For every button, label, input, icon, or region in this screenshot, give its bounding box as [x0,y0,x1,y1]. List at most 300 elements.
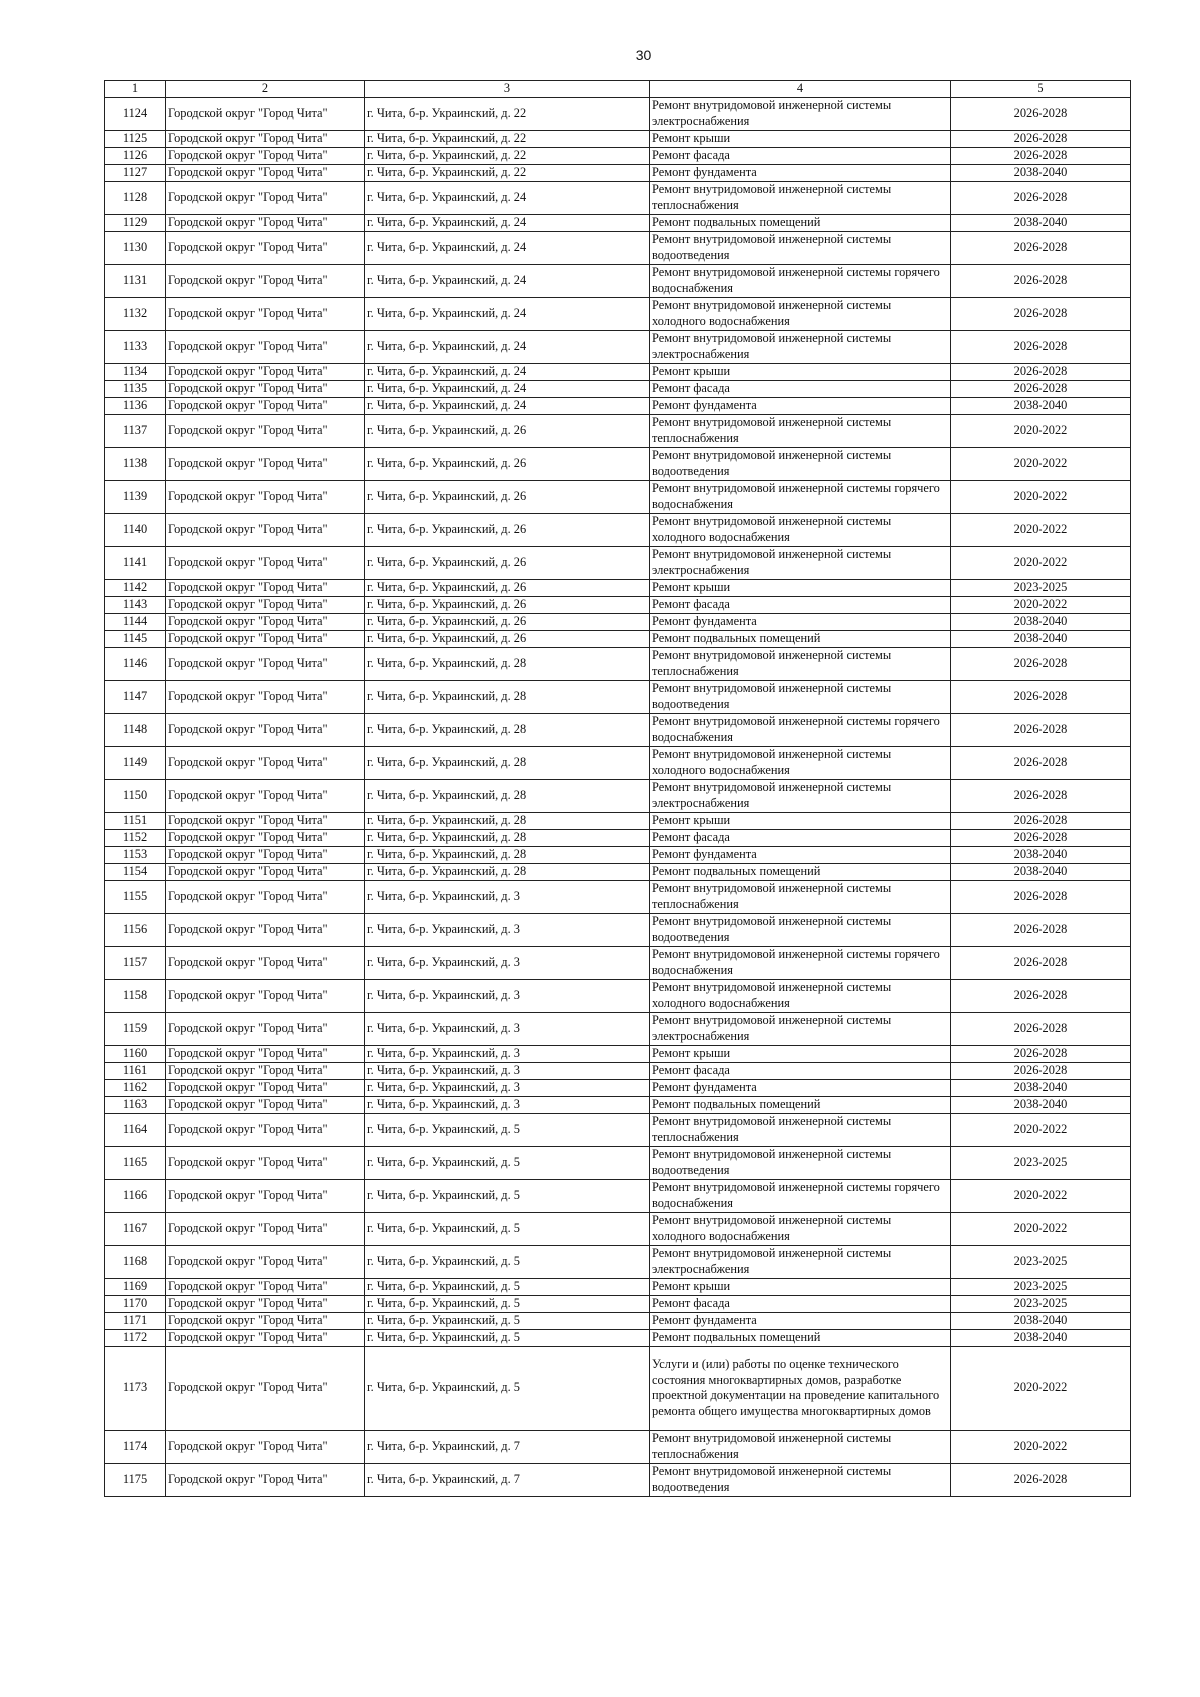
row-number-cell: 1129 [105,214,166,231]
municipality-cell: Городской округ "Город Чита" [166,480,365,513]
period-cell: 2026-2028 [951,297,1131,330]
period-cell: 2026-2028 [951,647,1131,680]
row-number-cell: 1141 [105,546,166,579]
work-type-cell: Ремонт внутридомовой инженерной системы холодного водоснабжения [650,297,951,330]
address-cell: г. Чита, б-р. Украинский, д. 24 [365,380,650,397]
address-cell: г. Чита, б-р. Украинский, д. 28 [365,812,650,829]
address-cell: г. Чита, б-р. Украинский, д. 24 [365,363,650,380]
address-cell: г. Чита, б-р. Украинский, д. 5 [365,1278,650,1295]
period-cell: 2038-2040 [951,1312,1131,1329]
work-type-cell: Ремонт крыши [650,1045,951,1062]
work-type-cell: Ремонт внутридомовой инженерной системы теплоснабжения [650,647,951,680]
address-cell: г. Чита, б-р. Украинский, д. 28 [365,846,650,863]
municipality-cell: Городской округ "Город Чита" [166,1012,365,1045]
period-cell: 2026-2028 [951,1045,1131,1062]
table-row [105,1062,1131,1079]
municipality-cell: Городской округ "Город Чита" [166,1045,365,1062]
address-cell: г. Чита, б-р. Украинский, д. 26 [365,596,650,613]
table-row [105,546,1131,579]
header-cell-5: 5 [951,81,1131,98]
table-row [105,1212,1131,1245]
work-type-cell: Ремонт фасада [650,1062,951,1079]
work-type-cell: Ремонт внутридомовой инженерной системы горячего водоснабжения [650,1179,951,1212]
table-row [105,1045,1131,1062]
municipality-cell: Городской округ "Город Чита" [166,946,365,979]
table-row [105,1079,1131,1096]
municipality-cell: Городской округ "Город Чита" [166,913,365,946]
work-type-cell: Ремонт внутридомовой инженерной системы водоотведения [650,913,951,946]
row-number-cell: 1134 [105,363,166,380]
municipality-cell: Городской округ "Город Чита" [166,1346,365,1430]
municipality-cell: Городской округ "Город Чита" [166,979,365,1012]
period-cell: 2026-2028 [951,779,1131,812]
address-cell: г. Чита, б-р. Украинский, д. 26 [365,513,650,546]
row-number-cell: 1150 [105,779,166,812]
address-cell: г. Чита, б-р. Украинский, д. 3 [365,1012,650,1045]
period-cell: 2026-2028 [951,147,1131,164]
period-cell: 2026-2028 [951,812,1131,829]
row-number-cell: 1159 [105,1012,166,1045]
municipality-cell: Городской округ "Город Чита" [166,181,365,214]
work-type-cell: Ремонт внутридомовой инженерной системы электроснабжения [650,330,951,363]
address-cell: г. Чита, б-р. Украинский, д. 28 [365,779,650,812]
address-cell: г. Чита, б-р. Украинский, д. 24 [365,397,650,414]
address-cell: г. Чита, б-р. Украинский, д. 3 [365,1096,650,1113]
row-number-cell: 1131 [105,264,166,297]
table-row [105,363,1131,380]
address-cell: г. Чита, б-р. Украинский, д. 24 [365,181,650,214]
municipality-cell: Городской округ "Город Чита" [166,746,365,779]
table-row [105,1463,1131,1496]
page-number: 30 [635,47,652,63]
table-row [105,630,1131,647]
table-row [105,1430,1131,1463]
address-cell: г. Чита, б-р. Украинский, д. 28 [365,647,650,680]
work-type-cell: Ремонт внутридомовой инженерной системы теплоснабжения [650,181,951,214]
row-number-cell: 1155 [105,880,166,913]
period-cell: 2038-2040 [951,214,1131,231]
work-type-cell: Ремонт внутридомовой инженерной системы горячего водоснабжения [650,480,951,513]
table-row [105,1012,1131,1045]
period-cell: 2023-2025 [951,1278,1131,1295]
municipality-cell: Городской округ "Город Чита" [166,680,365,713]
period-cell: 2020-2022 [951,414,1131,447]
table-row [105,1096,1131,1113]
municipality-cell: Городской округ "Город Чита" [166,1463,365,1496]
table-row [105,181,1131,214]
municipality-cell: Городской округ "Город Чита" [166,97,365,130]
work-type-cell: Ремонт внутридомовой инженерной системы холодного водоснабжения [650,513,951,546]
row-number-cell: 1144 [105,613,166,630]
row-number-cell: 1132 [105,297,166,330]
row-number-cell: 1139 [105,480,166,513]
table-row [105,1179,1131,1212]
municipality-cell: Городской округ "Город Чита" [166,1245,365,1278]
period-cell: 2038-2040 [951,863,1131,880]
work-type-cell: Ремонт внутридомовой инженерной системы холодного водоснабжения [650,1212,951,1245]
municipality-cell: Городской округ "Город Чита" [166,1179,365,1212]
address-cell: г. Чита, б-р. Украинский, д. 5 [365,1113,650,1146]
municipality-cell: Городской округ "Город Чита" [166,130,365,147]
address-cell: г. Чита, б-р. Украинский, д. 3 [365,946,650,979]
municipality-cell: Городской округ "Город Чита" [166,863,365,880]
row-number-cell: 1154 [105,863,166,880]
work-type-cell: Ремонт внутридомовой инженерной системы водоотведения [650,447,951,480]
period-cell: 2026-2028 [951,264,1131,297]
municipality-cell: Городской округ "Город Чита" [166,1430,365,1463]
work-type-cell: Ремонт внутридомовой инженерной системы водоотведения [650,680,951,713]
address-cell: г. Чита, б-р. Украинский, д. 7 [365,1463,650,1496]
table-row [105,214,1131,231]
work-type-cell: Ремонт фундамента [650,1079,951,1096]
row-number-cell: 1163 [105,1096,166,1113]
municipality-cell: Городской округ "Город Чита" [166,380,365,397]
municipality-cell: Городской округ "Город Чита" [166,147,365,164]
table-row [105,513,1131,546]
address-cell: г. Чита, б-р. Украинский, д. 24 [365,297,650,330]
period-cell: 2023-2025 [951,579,1131,596]
address-cell: г. Чита, б-р. Украинский, д. 3 [365,1062,650,1079]
row-number-cell: 1160 [105,1045,166,1062]
municipality-cell: Городской округ "Город Чита" [166,297,365,330]
period-cell: 2026-2028 [951,1012,1131,1045]
address-cell: г. Чита, б-р. Украинский, д. 7 [365,1430,650,1463]
address-cell: г. Чита, б-р. Украинский, д. 26 [365,613,650,630]
row-number-cell: 1143 [105,596,166,613]
work-type-cell: Ремонт фундамента [650,1312,951,1329]
header-cell-4: 4 [650,81,951,98]
address-cell: г. Чита, б-р. Украинский, д. 28 [365,863,650,880]
work-type-cell: Ремонт фасада [650,829,951,846]
row-number-cell: 1153 [105,846,166,863]
row-number-cell: 1157 [105,946,166,979]
address-cell: г. Чита, б-р. Украинский, д. 5 [365,1212,650,1245]
table-row [105,746,1131,779]
municipality-cell: Городской округ "Город Чита" [166,330,365,363]
municipality-cell: Городской округ "Город Чита" [166,779,365,812]
table-row [105,1113,1131,1146]
period-cell: 2026-2028 [951,380,1131,397]
municipality-cell: Городской округ "Город Чита" [166,1146,365,1179]
period-cell: 2038-2040 [951,613,1131,630]
municipality-cell: Городской округ "Город Чита" [166,846,365,863]
row-number-cell: 1164 [105,1113,166,1146]
work-type-cell: Ремонт подвальных помещений [650,863,951,880]
address-cell: г. Чита, б-р. Украинский, д. 24 [365,231,650,264]
address-cell: г. Чита, б-р. Украинский, д. 5 [365,1179,650,1212]
address-cell: г. Чита, б-р. Украинский, д. 3 [365,1045,650,1062]
work-type-cell: Ремонт внутридомовой инженерной системы холодного водоснабжения [650,979,951,1012]
table-row [105,863,1131,880]
row-number-cell: 1161 [105,1062,166,1079]
address-cell: г. Чита, б-р. Украинский, д. 3 [365,979,650,1012]
work-type-cell: Ремонт фасада [650,596,951,613]
municipality-cell: Городской округ "Город Чита" [166,613,365,630]
row-number-cell: 1174 [105,1430,166,1463]
period-cell: 2026-2028 [951,330,1131,363]
row-number-cell: 1140 [105,513,166,546]
period-cell: 2020-2022 [951,480,1131,513]
period-cell: 2020-2022 [951,1346,1131,1430]
municipality-cell: Городской округ "Город Чита" [166,264,365,297]
header-cell-1: 1 [105,81,166,98]
row-number-cell: 1151 [105,812,166,829]
work-type-cell: Ремонт фасада [650,1295,951,1312]
work-type-cell: Ремонт внутридомовой инженерной системы электроснабжения [650,97,951,130]
address-cell: г. Чита, б-р. Украинский, д. 28 [365,746,650,779]
table-header [105,81,1131,98]
row-number-cell: 1173 [105,1346,166,1430]
row-number-cell: 1172 [105,1329,166,1346]
table-row [105,1312,1131,1329]
table-row [105,231,1131,264]
work-type-cell: Ремонт внутридомовой инженерной системы теплоснабжения [650,880,951,913]
table-row [105,613,1131,630]
work-type-cell: Ремонт подвальных помещений [650,214,951,231]
repair-program-table [104,80,1131,1497]
address-cell: г. Чита, б-р. Украинский, д. 22 [365,130,650,147]
address-cell: г. Чита, б-р. Украинский, д. 26 [365,546,650,579]
work-type-cell: Ремонт подвальных помещений [650,1096,951,1113]
table-row [105,779,1131,812]
work-type-cell: Ремонт внутридомовой инженерной системы водоотведения [650,1463,951,1496]
work-type-cell: Ремонт фундамента [650,846,951,863]
municipality-cell: Городской округ "Город Чита" [166,363,365,380]
table-row [105,579,1131,596]
table-row [105,414,1131,447]
address-cell: г. Чита, б-р. Украинский, д. 26 [365,447,650,480]
municipality-cell: Городской округ "Город Чита" [166,447,365,480]
row-number-cell: 1135 [105,380,166,397]
period-cell: 2026-2028 [951,746,1131,779]
municipality-cell: Городской округ "Город Чита" [166,1278,365,1295]
period-cell: 2023-2025 [951,1146,1131,1179]
period-cell: 2026-2028 [951,1463,1131,1496]
table-row [105,297,1131,330]
municipality-cell: Городской округ "Город Чита" [166,880,365,913]
period-cell: 2020-2022 [951,1212,1131,1245]
table-row [105,1329,1131,1346]
period-cell: 2026-2028 [951,97,1131,130]
work-type-cell: Ремонт внутридомовой инженерной системы горячего водоснабжения [650,264,951,297]
address-cell: г. Чита, б-р. Украинский, д. 26 [365,579,650,596]
municipality-cell: Городской округ "Город Чита" [166,231,365,264]
work-type-cell: Ремонт крыши [650,812,951,829]
table-row [105,680,1131,713]
period-cell: 2038-2040 [951,164,1131,181]
municipality-cell: Городской округ "Город Чита" [166,579,365,596]
header-row [105,81,1131,98]
municipality-cell: Городской округ "Город Чита" [166,596,365,613]
row-number-cell: 1158 [105,979,166,1012]
work-type-cell: Ремонт внутридомовой инженерной системы теплоснабжения [650,414,951,447]
row-number-cell: 1128 [105,181,166,214]
table-row [105,1245,1131,1278]
table-row [105,1346,1131,1430]
address-cell: г. Чита, б-р. Украинский, д. 28 [365,713,650,746]
work-type-cell: Ремонт фасада [650,147,951,164]
table-row [105,946,1131,979]
municipality-cell: Городской округ "Город Чита" [166,1062,365,1079]
period-cell: 2020-2022 [951,1113,1131,1146]
period-cell: 2020-2022 [951,596,1131,613]
table-row [105,713,1131,746]
period-cell: 2026-2028 [951,829,1131,846]
period-cell: 2020-2022 [951,447,1131,480]
row-number-cell: 1136 [105,397,166,414]
row-number-cell: 1152 [105,829,166,846]
period-cell: 2038-2040 [951,846,1131,863]
table-row [105,447,1131,480]
row-number-cell: 1145 [105,630,166,647]
municipality-cell: Городской округ "Город Чита" [166,1329,365,1346]
municipality-cell: Городской округ "Город Чита" [166,829,365,846]
row-number-cell: 1133 [105,330,166,363]
table-body [105,97,1131,1496]
period-cell: 2023-2025 [951,1295,1131,1312]
table-row [105,647,1131,680]
work-type-cell: Ремонт подвальных помещений [650,630,951,647]
period-cell: 2026-2028 [951,946,1131,979]
period-cell: 2020-2022 [951,1430,1131,1463]
row-number-cell: 1124 [105,97,166,130]
row-number-cell: 1127 [105,164,166,181]
work-type-cell: Ремонт внутридомовой инженерной системы водоотведения [650,1146,951,1179]
header-cell-2: 2 [166,81,365,98]
period-cell: 2026-2028 [951,130,1131,147]
work-type-cell: Ремонт внутридомовой инженерной системы электроснабжения [650,1245,951,1278]
period-cell: 2038-2040 [951,1079,1131,1096]
header-cell-3: 3 [365,81,650,98]
row-number-cell: 1167 [105,1212,166,1245]
row-number-cell: 1166 [105,1179,166,1212]
work-type-cell: Ремонт внутридомовой инженерной системы горячего водоснабжения [650,713,951,746]
municipality-cell: Городской округ "Город Чита" [166,647,365,680]
period-cell: 2020-2022 [951,1179,1131,1212]
table-row [105,596,1131,613]
municipality-cell: Городской округ "Город Чита" [166,713,365,746]
row-number-cell: 1169 [105,1278,166,1295]
row-number-cell: 1175 [105,1463,166,1496]
work-type-cell: Ремонт крыши [650,1278,951,1295]
table-row [105,1278,1131,1295]
row-number-cell: 1171 [105,1312,166,1329]
period-cell: 2026-2028 [951,181,1131,214]
table-row [105,380,1131,397]
address-cell: г. Чита, б-р. Украинский, д. 3 [365,913,650,946]
row-number-cell: 1130 [105,231,166,264]
address-cell: г. Чита, б-р. Украинский, д. 5 [365,1312,650,1329]
work-type-cell: Ремонт внутридомовой инженерной системы теплоснабжения [650,1113,951,1146]
period-cell: 2026-2028 [951,231,1131,264]
municipality-cell: Городской округ "Город Чита" [166,1212,365,1245]
period-cell: 2026-2028 [951,363,1131,380]
municipality-cell: Городской округ "Город Чита" [166,214,365,231]
table-row [105,97,1131,130]
address-cell: г. Чита, б-р. Украинский, д. 22 [365,147,650,164]
work-type-cell: Ремонт внутридомовой инженерной системы горячего водоснабжения [650,946,951,979]
work-type-cell: Ремонт фундамента [650,613,951,630]
period-cell: 2026-2028 [951,713,1131,746]
address-cell: г. Чита, б-р. Украинский, д. 28 [365,829,650,846]
municipality-cell: Городской округ "Город Чита" [166,812,365,829]
table-row [105,330,1131,363]
address-cell: г. Чита, б-р. Украинский, д. 5 [365,1245,650,1278]
row-number-cell: 1126 [105,147,166,164]
work-type-cell: Ремонт подвальных помещений [650,1329,951,1346]
table-row [105,812,1131,829]
table-row [105,880,1131,913]
address-cell: г. Чита, б-р. Украинский, д. 3 [365,1079,650,1096]
municipality-cell: Городской округ "Город Чита" [166,546,365,579]
address-cell: г. Чита, б-р. Украинский, д. 26 [365,480,650,513]
table-row [105,397,1131,414]
table-row [105,264,1131,297]
address-cell: г. Чита, б-р. Украинский, д. 5 [365,1146,650,1179]
table-row [105,913,1131,946]
municipality-cell: Городской округ "Город Чита" [166,1312,365,1329]
period-cell: 2026-2028 [951,1062,1131,1079]
table-row [105,164,1131,181]
period-cell: 2026-2028 [951,979,1131,1012]
period-cell: 2026-2028 [951,880,1131,913]
municipality-cell: Городской округ "Город Чита" [166,164,365,181]
municipality-cell: Городской округ "Город Чита" [166,1295,365,1312]
period-cell: 2020-2022 [951,513,1131,546]
row-number-cell: 1162 [105,1079,166,1096]
row-number-cell: 1168 [105,1245,166,1278]
municipality-cell: Городской округ "Город Чита" [166,414,365,447]
work-type-cell: Ремонт внутридомовой инженерной системы холодного водоснабжения [650,746,951,779]
work-type-cell: Ремонт крыши [650,130,951,147]
table-row [105,1146,1131,1179]
row-number-cell: 1147 [105,680,166,713]
work-type-cell: Ремонт фундамента [650,397,951,414]
address-cell: г. Чита, б-р. Украинский, д. 22 [365,164,650,181]
table-row [105,480,1131,513]
municipality-cell: Городской округ "Город Чита" [166,630,365,647]
work-type-cell: Ремонт крыши [650,579,951,596]
work-type-cell: Ремонт внутридомовой инженерной системы теплоснабжения [650,1430,951,1463]
address-cell: г. Чита, б-р. Украинский, д. 24 [365,214,650,231]
table-row [105,130,1131,147]
row-number-cell: 1142 [105,579,166,596]
row-number-cell: 1138 [105,447,166,480]
period-cell: 2038-2040 [951,397,1131,414]
address-cell: г. Чита, б-р. Украинский, д. 26 [365,414,650,447]
row-number-cell: 1149 [105,746,166,779]
work-type-cell: Ремонт внутридомовой инженерной системы водоотведения [650,231,951,264]
municipality-cell: Городской округ "Город Чита" [166,397,365,414]
table-row [105,147,1131,164]
table-row [105,979,1131,1012]
table-row [105,829,1131,846]
address-cell: г. Чита, б-р. Украинский, д. 5 [365,1329,650,1346]
address-cell: г. Чита, б-р. Украинский, д. 26 [365,630,650,647]
address-cell: г. Чита, б-р. Украинский, д. 5 [365,1346,650,1430]
municipality-cell: Городской округ "Город Чита" [166,1096,365,1113]
period-cell: 2038-2040 [951,1096,1131,1113]
row-number-cell: 1170 [105,1295,166,1312]
table-row [105,1295,1131,1312]
address-cell: г. Чита, б-р. Украинский, д. 22 [365,97,650,130]
period-cell: 2023-2025 [951,1245,1131,1278]
period-cell: 2026-2028 [951,913,1131,946]
row-number-cell: 1137 [105,414,166,447]
municipality-cell: Городской округ "Город Чита" [166,513,365,546]
row-number-cell: 1148 [105,713,166,746]
work-type-cell: Ремонт внутридомовой инженерной системы электроснабжения [650,779,951,812]
